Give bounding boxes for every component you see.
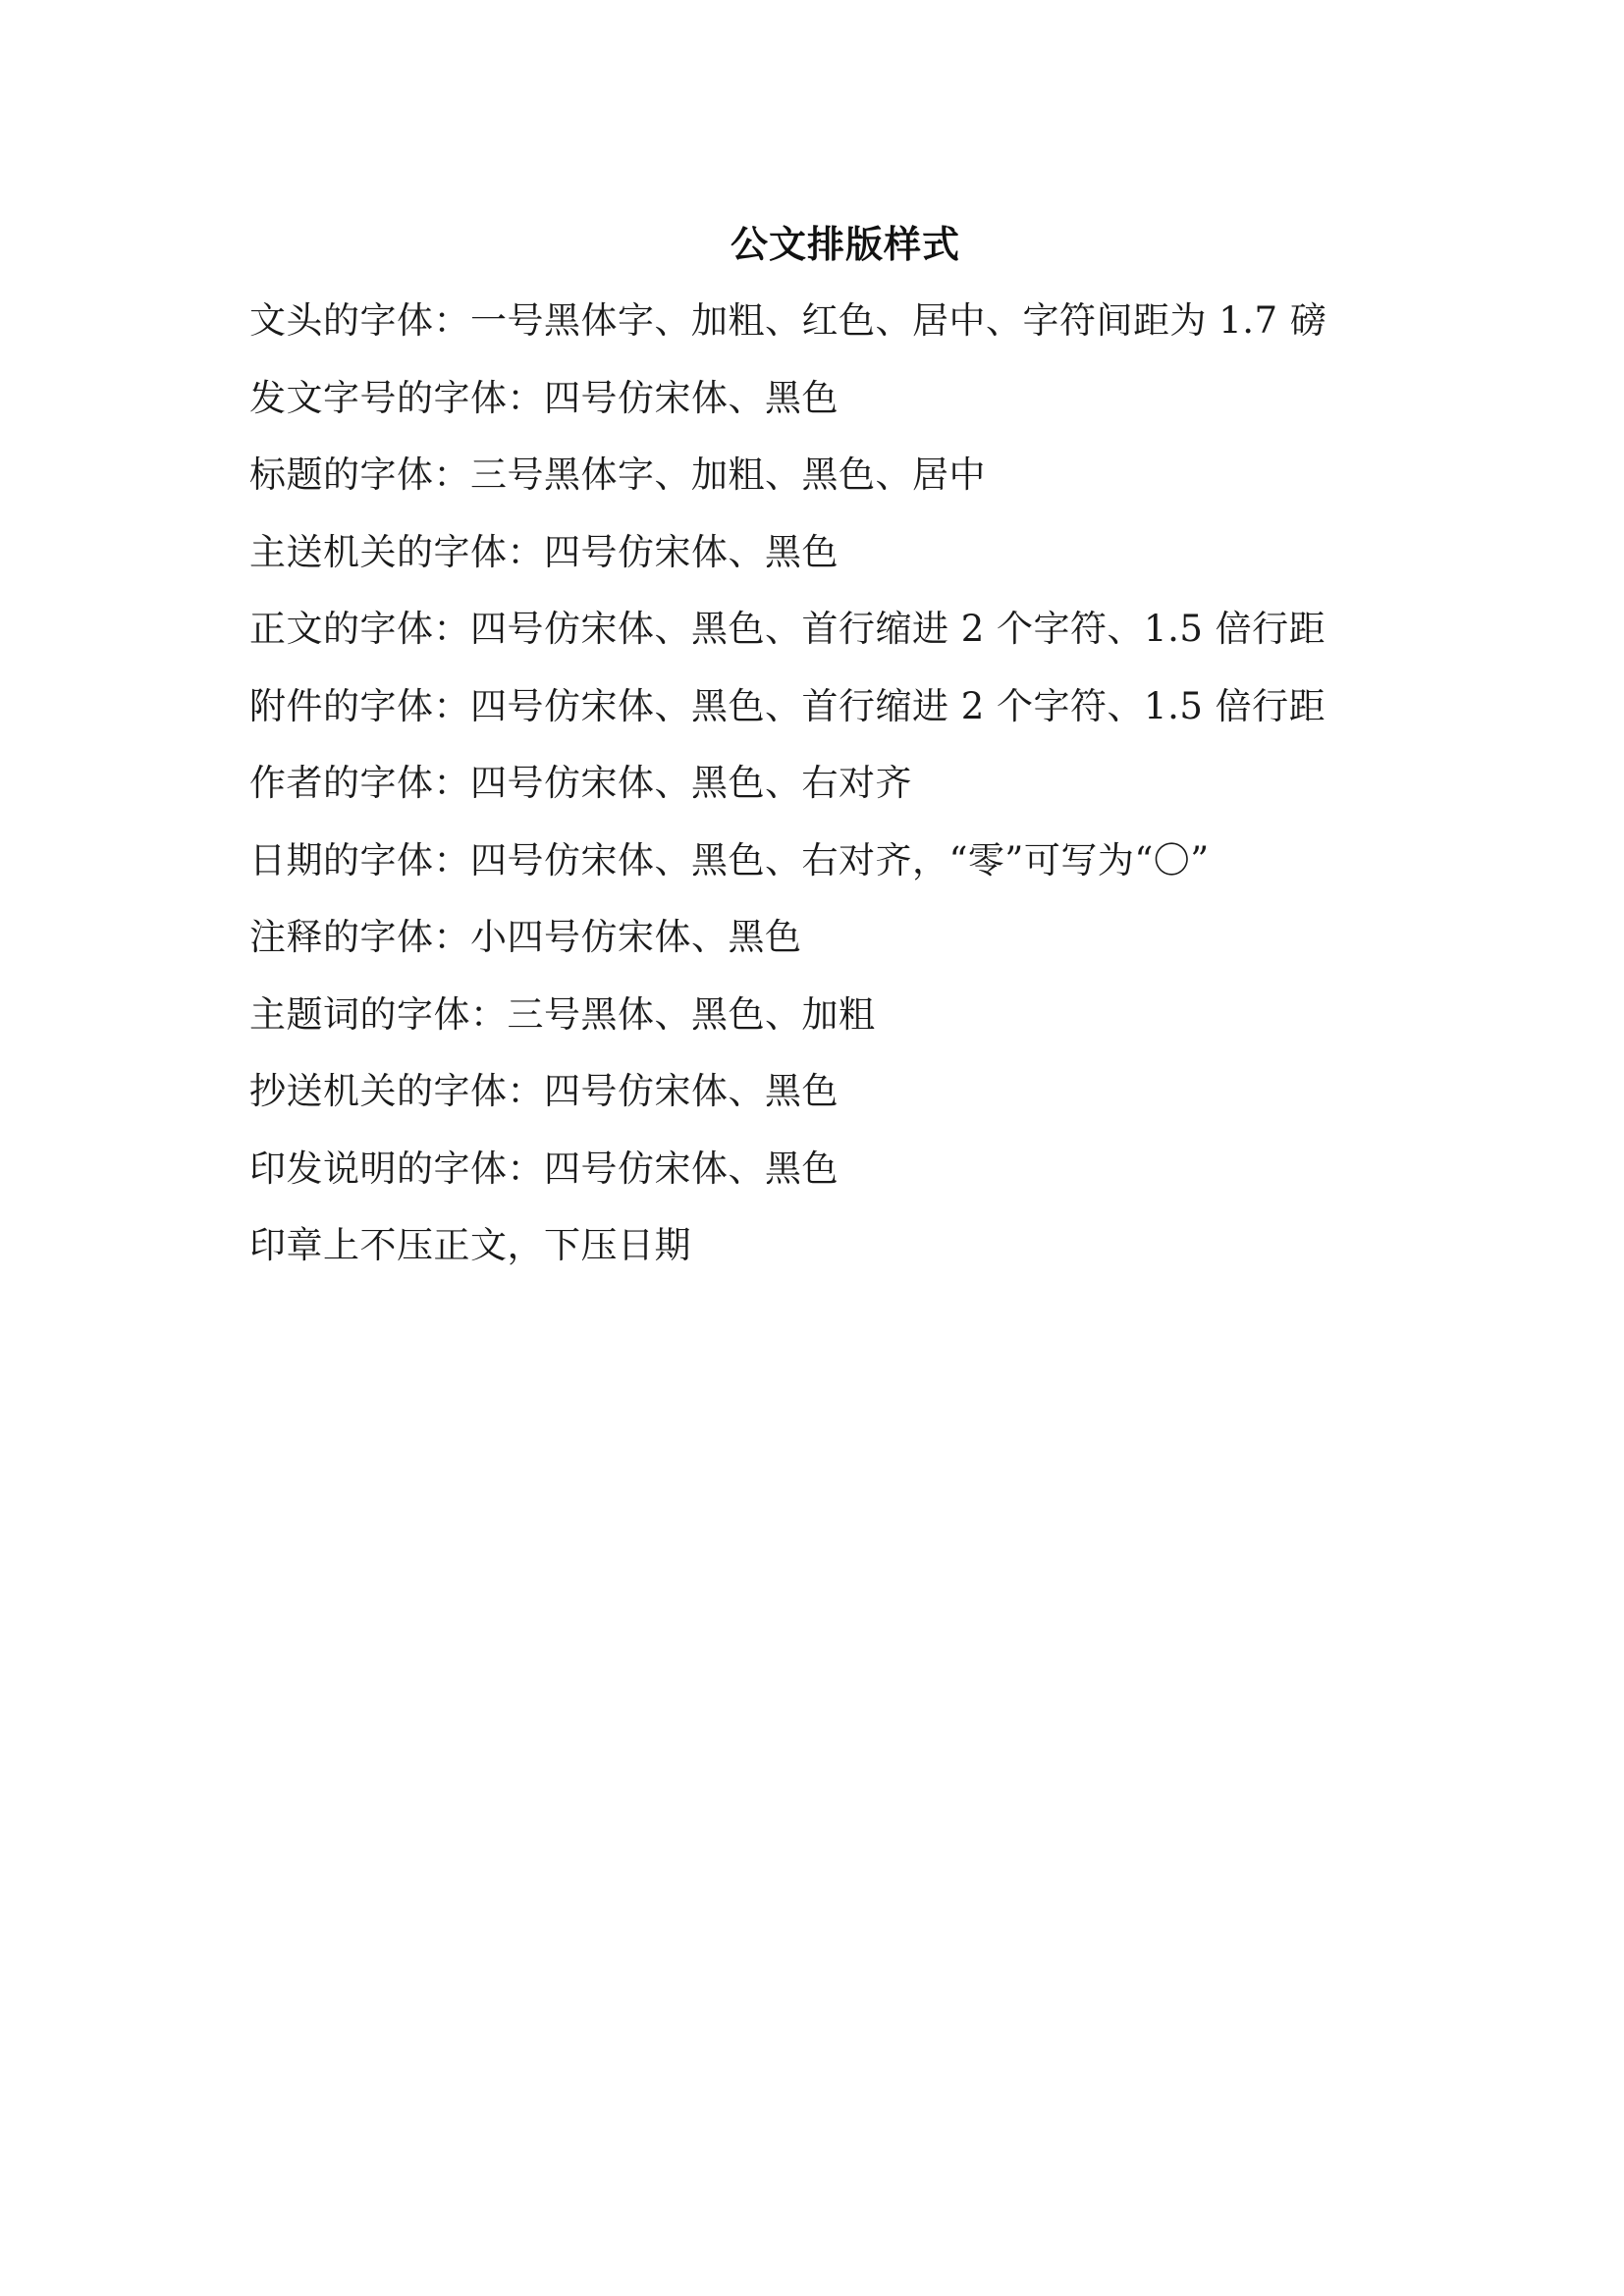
rules-list [249,294,1428,1297]
rule-line: 抄送机关的字体：四号仿宋体、黑色 [249,1070,839,1112]
rule-line: 发文字号的字体：四号仿宋体、黑色 [249,376,839,419]
rule-line: 主题词的字体：三号黑体、黑色、加粗 [249,992,876,1036]
rule-line: 标题的字体：三号黑体字、加粗、黑色、居中 [249,454,986,496]
rule-line: 作者的字体：四号仿宋体、黑色、右对齐 [249,762,912,804]
rule-line: 注释的字体：小四号仿宋体、黑色 [249,916,802,958]
rule-line: 印发说明的字体：四号仿宋体、黑色 [249,1147,839,1190]
rule-line: 主送机关的字体：四号仿宋体、黑色 [249,530,839,573]
rule-line: 日期的字体：四号仿宋体、黑色、右对齐，“零”可写为“〇” [249,838,1210,881]
rule-line: 附件的字体：四号仿宋体、黑色、首行缩进 2 个字符、1.5 倍行距 [249,684,1326,727]
rule-line: 文头的字体：一号黑体字、加粗、红色、居中、字符间距为 1.7 磅 [249,299,1327,342]
document-title: 公文排版样式 [730,223,960,266]
rule-line: 印章上不压正文，下压日期 [249,1224,691,1266]
rule-line: 正文的字体：四号仿宋体、黑色、首行缩进 2 个字符、1.5 倍行距 [249,608,1326,650]
